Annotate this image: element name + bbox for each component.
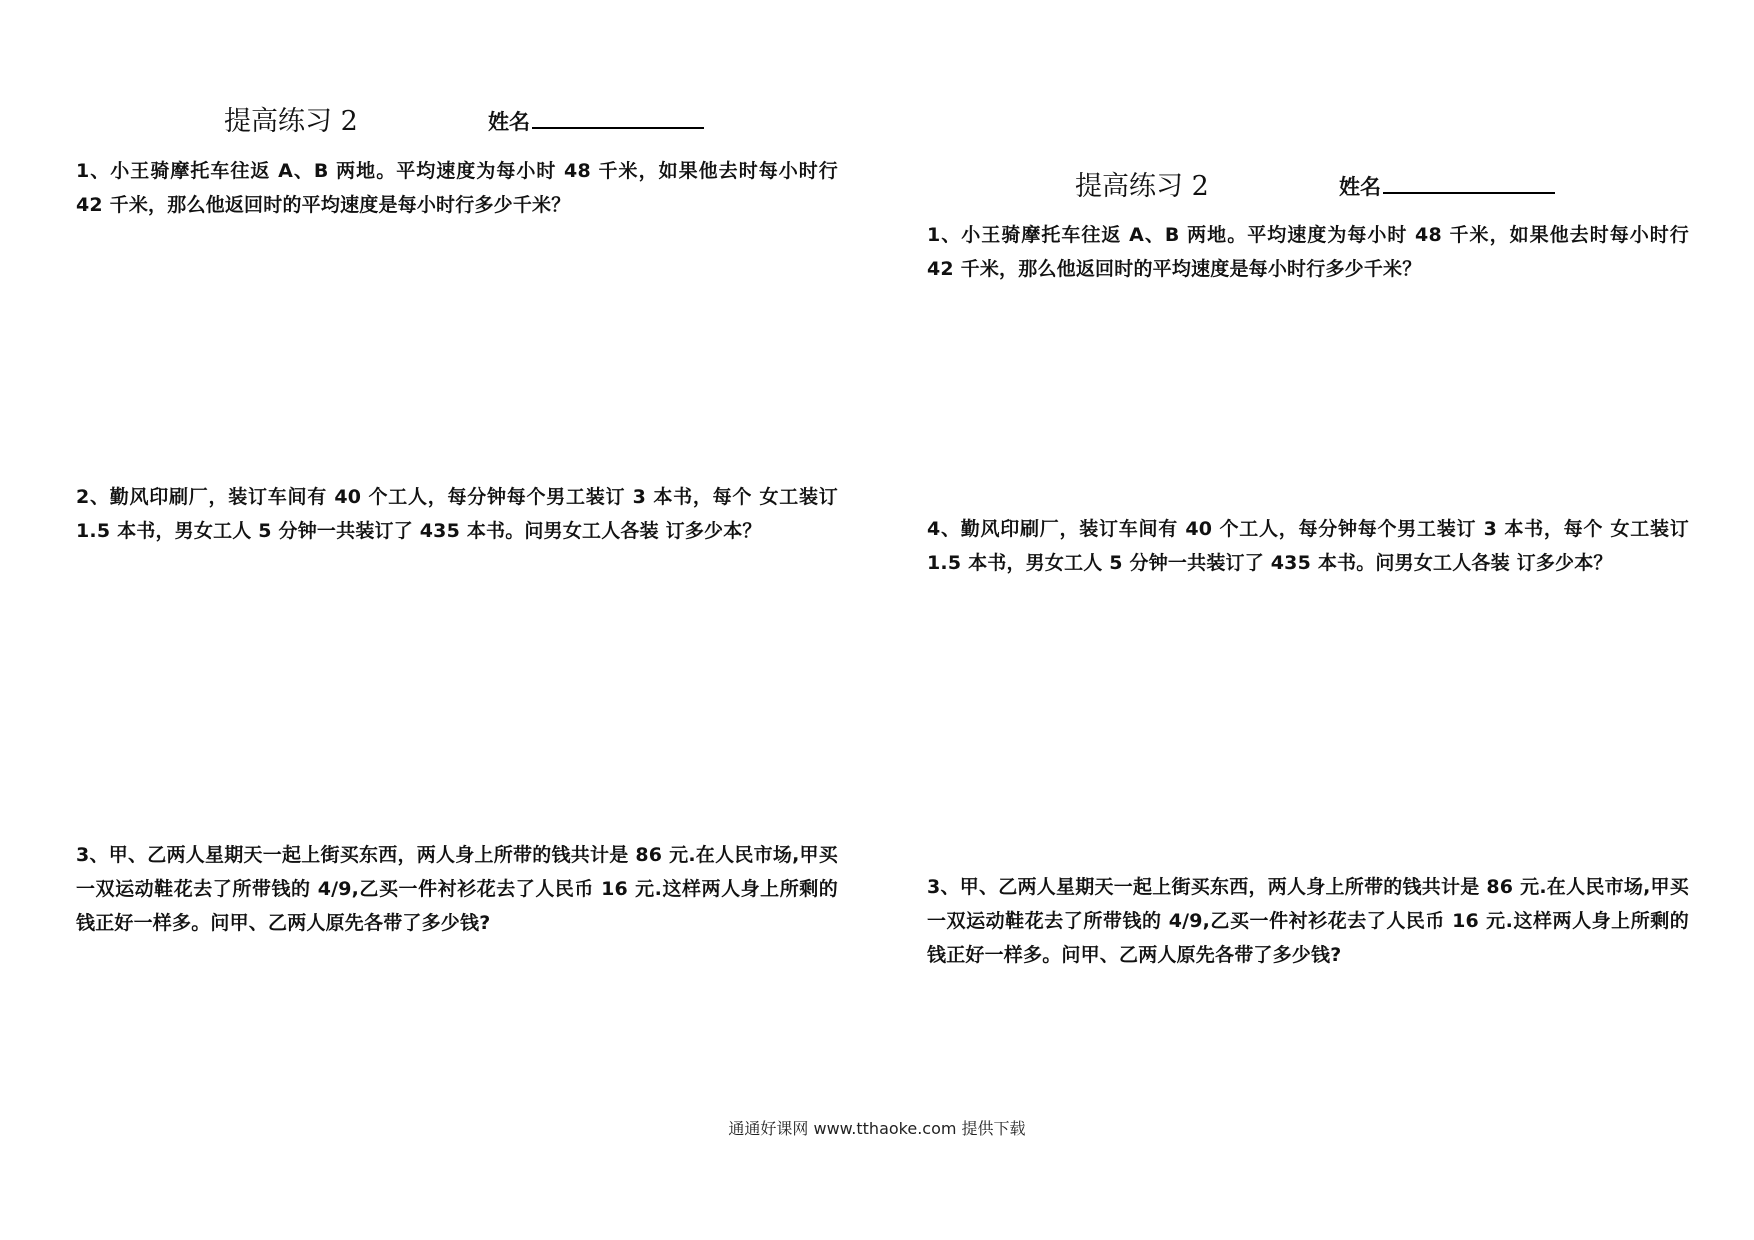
worksheet-header	[76, 102, 836, 142]
name-label: 姓名	[488, 109, 530, 134]
name-blank-line	[1383, 192, 1555, 194]
worksheet-title: 提高练习 2	[224, 106, 358, 137]
name-blank-line	[532, 127, 704, 129]
question-3: 3、甲、乙两人星期天一起上街买东西，两人身上所带的钱共计是 86 元.在人民市场,甲买一双运动鞋花去了所带钱的 4/9,乙买一件衬衫花去了人民币 16 元.这样两人身上所剩的钱正好一样多。问甲、乙两人原先各带了多少钱?	[76, 844, 838, 934]
name-field	[488, 102, 704, 144]
worksheet-title: 提高练习 2	[1075, 171, 1209, 202]
right-worksheet	[927, 0, 1687, 1240]
question-2: 2、勤风印刷厂，装订车间有 40 个工人，每分钟每个男工装订 3 本书，每个 女工装订 1.5 本书，男女工人 5 分钟一共装订了 435 本书。问男女工人各装 订多少本？	[76, 486, 838, 542]
question-4: 4、勤风印刷厂，装订车间有 40 个工人，每分钟每个男工装订 3 本书，每个 女工装订 1.5 本书，男女工人 5 分钟一共装订了 435 本书。问男女工人各装 订多少本？	[927, 518, 1689, 574]
left-worksheet	[76, 0, 836, 1240]
question-1: 1、小王骑摩托车往返 A、B 两地。平均速度为每小时 48 千米，如果他去时每小时行 42 千米，那么他返回时的平均速度是每小时行多少千米？	[927, 224, 1689, 280]
question-1: 1、小王骑摩托车往返 A、B 两地。平均速度为每小时 48 千米，如果他去时每小时行 42 千米，那么他返回时的平均速度是每小时行多少千米？	[76, 160, 838, 216]
name-field	[1339, 167, 1555, 209]
worksheet-header	[927, 167, 1687, 207]
name-label: 姓名	[1339, 174, 1381, 199]
download-footer: 通通好课网 www.tthaoke.com 提供下载	[728, 1119, 1026, 1138]
question-3: 3、甲、乙两人星期天一起上街买东西，两人身上所带的钱共计是 86 元.在人民市场,甲买一双运动鞋花去了所带钱的 4/9,乙买一件衬衫花去了人民币 16 元.这样两人身上所剩的钱正好一样多。问甲、乙两人原先各带了多少钱?	[927, 876, 1689, 966]
